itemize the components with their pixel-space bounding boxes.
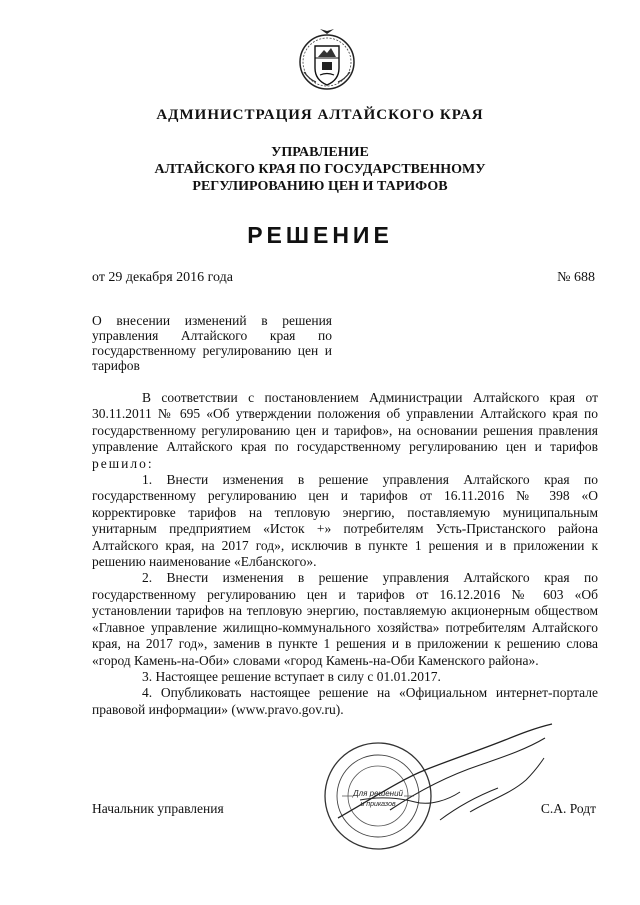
body-intro-text: В соответствии с постановлением Администрации Алтайского края от 30.11.2011 № 695 «Об утверждении положения об управлении Алтайского края по государственному регулированию цен и тарифов», на основании решения правления управление Алтайского края по государственному регулированию цен и тарифов — [92, 390, 598, 455]
handwritten-signature — [330, 720, 560, 840]
body-paragraph-4: 4. Опубликовать настоящее решение на «Официальном интернет-портале правовой информации» (www.pravo.gov.ru). — [92, 685, 598, 717]
department-title-line: РЕГУЛИРОВАНИЮ ЦЕН И ТАРИФОВ — [192, 179, 448, 194]
document-body — [92, 390, 598, 718]
department-title — [0, 144, 640, 195]
body-paragraph-1: 1. Внести изменения в решение управления Алтайского края по государственному регулированию цен и тарифов от 16.11.2016 № 398 «О корректировке тарифов на тепловую энергию, поставляемую муниципальным унитарным предприятием «Исток +» потребителям Усть-Пристанского района Алтайского края, на 2017 год», исключив в пункте 1 решения и в приложении к решению наименование «Елбанского». — [92, 472, 598, 570]
body-paragraph-3: 3. Настоящее решение вступает в силу с 01.01.2017. — [142, 668, 441, 684]
department-title-line: УПРАВЛЕНИЕ — [271, 145, 369, 160]
stamp-center-line: Для решений — [353, 789, 403, 798]
document-number: № 688 — [557, 270, 595, 285]
signatory-title: Начальник управления — [92, 801, 224, 816]
body-intro-verb: решило: — [92, 455, 154, 471]
coat-of-arms-icon — [296, 28, 358, 94]
body-paragraph-2: 2. Внести изменения в решение управления Алтайского края по государственному регулированию цен и тарифов от 16.12.2016 № 603 «Об установлении тарифов на тепловую энергию, поставляемую акционерным обществом «Главное управление жилищно-коммунального хозяйства» потребителям Алтайского края, на 2017 год», заменив в пункте 1 решения и в приложении к решению слова «город Камень-на-Оби» словами «город Камень-на-Оби Каменского района». — [92, 570, 598, 668]
body-intro — [92, 390, 598, 472]
organization-title: АДМИНИСТРАЦИЯ АЛТАЙСКОГО КРАЯ — [156, 107, 484, 123]
signatory-name: С.А. Родт — [540, 801, 596, 816]
document-subject: О внесении изменений в решения управления Алтайского края по государственному регулированию цен и тарифов — [92, 313, 332, 373]
department-title-line: АЛТАЙСКОГО КРАЯ ПО ГОСУДАРСТВЕННОМУ — [154, 162, 486, 177]
document-date: от 29 декабря 2016 года — [92, 270, 233, 285]
stamp-center-line: и приказов — [360, 801, 396, 808]
document-type-heading: РЕШЕНИЕ — [247, 222, 393, 248]
